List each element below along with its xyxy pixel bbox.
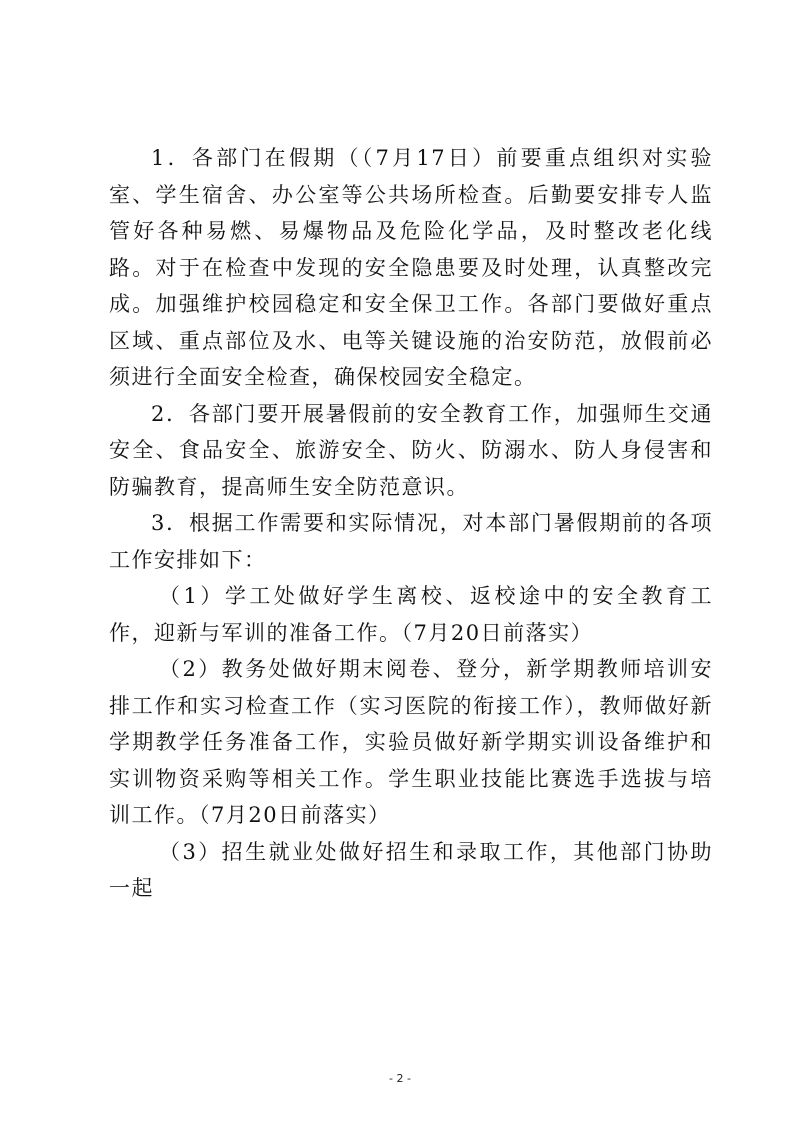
paragraph-2-safety-education: 2．各部门要开展暑假前的安全教育工作，加强师生交通安全、食品安全、旅游安全、防火、防溺水、防人身侵害和防骗教育，提高师生安全防范意识。 bbox=[109, 401, 713, 499]
paragraph-1-safety-inspection: 1．各部门在假期（（7月17日）前要重点组织对实验室、学生宿舍、办公室等公共场所检查。后勤要安排专人监管好各种易燃、易爆物品及危险化学品，及时整改老化线路。对于在检查中发现的安全隐患要及时处理，认真整改完成。加强维护校园稳定和安全保卫工作。各部门要做好重点区域、重点部位及水、电等关键设施的治安防范，放假前必须进行全面安全检查，确保校园安全稳定。 bbox=[109, 146, 713, 389]
paragraph-4-student-affairs: （1）学工处做好学生离校、返校途中的安全教育工作，迎新与军训的准备工作。（7月20日前落实） bbox=[109, 584, 713, 645]
paragraph-6-admissions: （3）招生就业处做好招生和录取工作，其他部门协助一起 bbox=[109, 839, 713, 900]
paragraph-5-academic-affairs: （2）教务处做好期末阅卷、登分，新学期教师培训安排工作和实习检查工作（实习医院的衔接工作），教师做好新学期教学任务准备工作，实验员做好新学期实训设备维护和实训物资采购等相关工作。学生职业技能比赛选手选拔与培训工作。（7月20日前落实） bbox=[109, 657, 713, 827]
document-body bbox=[109, 140, 713, 907]
paragraph-3-work-arrangement: 3．根据工作需要和实际情况，对本部门暑假期前的各项工作安排如下： bbox=[109, 511, 713, 572]
page-number: - 2 - bbox=[389, 1072, 411, 1085]
